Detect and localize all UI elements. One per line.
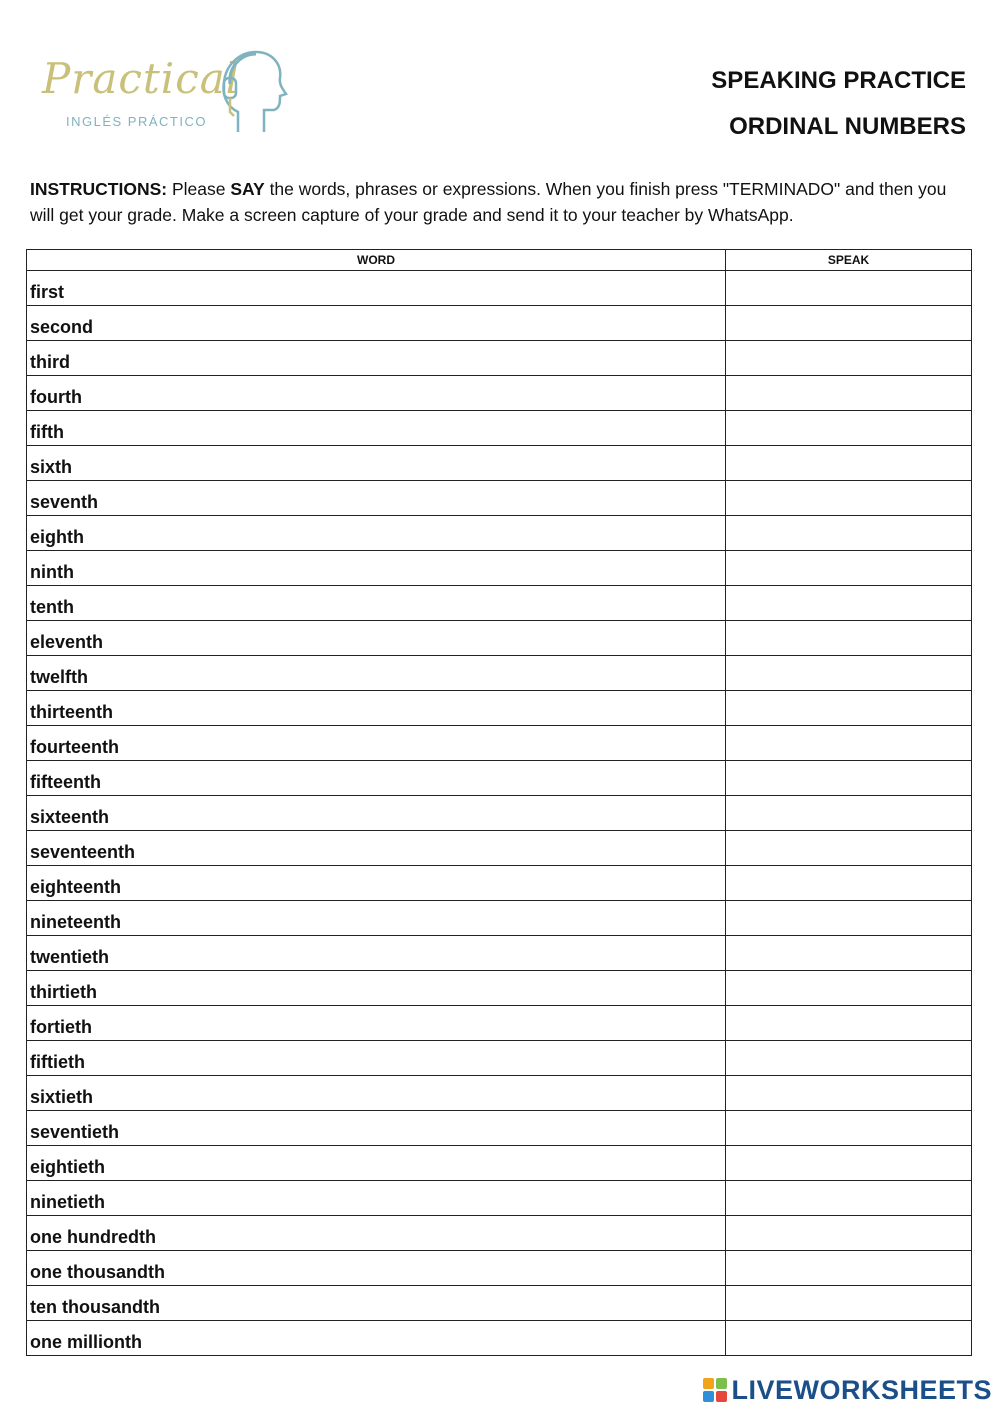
logo-script-text: Practical: [42, 54, 241, 103]
word-cell: twentieth: [27, 936, 726, 971]
speak-cell[interactable]: [726, 866, 972, 901]
speak-cell[interactable]: [726, 901, 972, 936]
table-row: [27, 1321, 972, 1356]
table-row: [27, 726, 972, 761]
word-cell: sixth: [27, 446, 726, 481]
word-cell: seventh: [27, 481, 726, 516]
table-row: [27, 306, 972, 341]
title-line-2: ORDINAL NUMBERS: [729, 113, 966, 140]
word-cell: eighth: [27, 516, 726, 551]
speak-cell[interactable]: [726, 1146, 972, 1181]
speak-cell[interactable]: [726, 936, 972, 971]
speak-cell[interactable]: [726, 1076, 972, 1111]
practical-logo: [40, 48, 290, 138]
word-cell: ninetieth: [27, 1181, 726, 1216]
word-cell: thirteenth: [27, 691, 726, 726]
speak-cell[interactable]: [726, 621, 972, 656]
table-row: [27, 691, 972, 726]
word-cell: sixteenth: [27, 796, 726, 831]
table-row: [27, 411, 972, 446]
speak-cell[interactable]: [726, 1111, 972, 1146]
liveworksheets-brand: LIVEWORKSHEETS: [731, 1374, 992, 1405]
speak-cell[interactable]: [726, 1181, 972, 1216]
table-row: [27, 516, 972, 551]
word-cell: nineteenth: [27, 901, 726, 936]
table-row: [27, 1216, 972, 1251]
table-row: [27, 1181, 972, 1216]
speak-cell[interactable]: [726, 411, 972, 446]
word-cell: fourth: [27, 376, 726, 411]
word-cell: fourteenth: [27, 726, 726, 761]
word-cell: third: [27, 341, 726, 376]
speak-cell[interactable]: [726, 271, 972, 306]
ordinal-words-table: [26, 249, 972, 1356]
speak-cell[interactable]: [726, 341, 972, 376]
speak-cell[interactable]: [726, 1041, 972, 1076]
table-row: [27, 1006, 972, 1041]
speak-cell[interactable]: [726, 516, 972, 551]
speak-cell[interactable]: [726, 726, 972, 761]
word-cell: ten thousandth: [27, 1286, 726, 1321]
table-header-row: [27, 250, 972, 271]
speak-cell[interactable]: [726, 761, 972, 796]
speak-cell[interactable]: [726, 586, 972, 621]
speak-cell[interactable]: [726, 481, 972, 516]
word-cell: eightieth: [27, 1146, 726, 1181]
word-cell: ninth: [27, 551, 726, 586]
speak-cell[interactable]: [726, 971, 972, 1006]
table-row: [27, 831, 972, 866]
word-cell: one millionth: [27, 1321, 726, 1356]
speak-cell[interactable]: [726, 691, 972, 726]
speak-cell[interactable]: [726, 831, 972, 866]
table-row: [27, 656, 972, 691]
liveworksheets-logo: [703, 1375, 992, 1405]
table-row: [27, 341, 972, 376]
speak-cell[interactable]: [726, 796, 972, 831]
word-cell: one thousandth: [27, 1251, 726, 1286]
instructions-label: INSTRUCTIONS:: [30, 179, 168, 199]
table-row: [27, 1111, 972, 1146]
word-cell: sixtieth: [27, 1076, 726, 1111]
table-row: [27, 761, 972, 796]
table-row: [27, 901, 972, 936]
head-headphones-icon: [216, 48, 288, 134]
speak-cell[interactable]: [726, 376, 972, 411]
table-row: [27, 271, 972, 306]
speak-cell[interactable]: [726, 551, 972, 586]
word-cell: seventieth: [27, 1111, 726, 1146]
liveworksheets-badge-icon: [703, 1378, 727, 1402]
instructions: [30, 176, 975, 228]
table-row: [27, 1286, 972, 1321]
word-cell: thirtieth: [27, 971, 726, 1006]
table-body: [27, 271, 972, 1356]
word-cell: fifth: [27, 411, 726, 446]
column-header-speak: SPEAK: [726, 250, 972, 271]
instructions-text-1: Please: [167, 179, 231, 199]
table-row: [27, 446, 972, 481]
word-cell: first: [27, 271, 726, 306]
table-row: [27, 621, 972, 656]
word-cell: seventeenth: [27, 831, 726, 866]
word-cell: eleventh: [27, 621, 726, 656]
column-header-word: WORD: [27, 250, 726, 271]
worksheet-title: [711, 58, 966, 150]
speak-cell[interactable]: [726, 1251, 972, 1286]
table-row: [27, 936, 972, 971]
word-cell: twelfth: [27, 656, 726, 691]
speak-cell[interactable]: [726, 446, 972, 481]
table-row: [27, 1146, 972, 1181]
table-row: [27, 971, 972, 1006]
word-cell: one hundredth: [27, 1216, 726, 1251]
instructions-say: SAY: [230, 179, 265, 199]
word-cell: fiftieth: [27, 1041, 726, 1076]
speak-cell[interactable]: [726, 1006, 972, 1041]
word-cell: fortieth: [27, 1006, 726, 1041]
word-cell: eighteenth: [27, 866, 726, 901]
table-row: [27, 1251, 972, 1286]
speak-cell[interactable]: [726, 1321, 972, 1356]
table-row: [27, 376, 972, 411]
speak-cell[interactable]: [726, 1286, 972, 1321]
table-row: [27, 1076, 972, 1111]
table-row: [27, 586, 972, 621]
table-row: [27, 796, 972, 831]
word-cell: fifteenth: [27, 761, 726, 796]
table-row: [27, 866, 972, 901]
word-cell: tenth: [27, 586, 726, 621]
speak-cell[interactable]: [726, 1216, 972, 1251]
speak-cell[interactable]: [726, 306, 972, 341]
title-line-1: SPEAKING PRACTICE: [711, 67, 966, 94]
logo-subtitle: INGLÉS PRÁCTICO: [66, 114, 207, 129]
table-row: [27, 481, 972, 516]
word-cell: second: [27, 306, 726, 341]
table-row: [27, 1041, 972, 1076]
table-row: [27, 551, 972, 586]
instructions-text-2: the words, phrases or expressions. When you finish press "TERMINADO" and then you will get your grade. Make a screen capture of your grade and send it to your teacher by WhatsApp.: [30, 179, 947, 225]
speak-cell[interactable]: [726, 656, 972, 691]
